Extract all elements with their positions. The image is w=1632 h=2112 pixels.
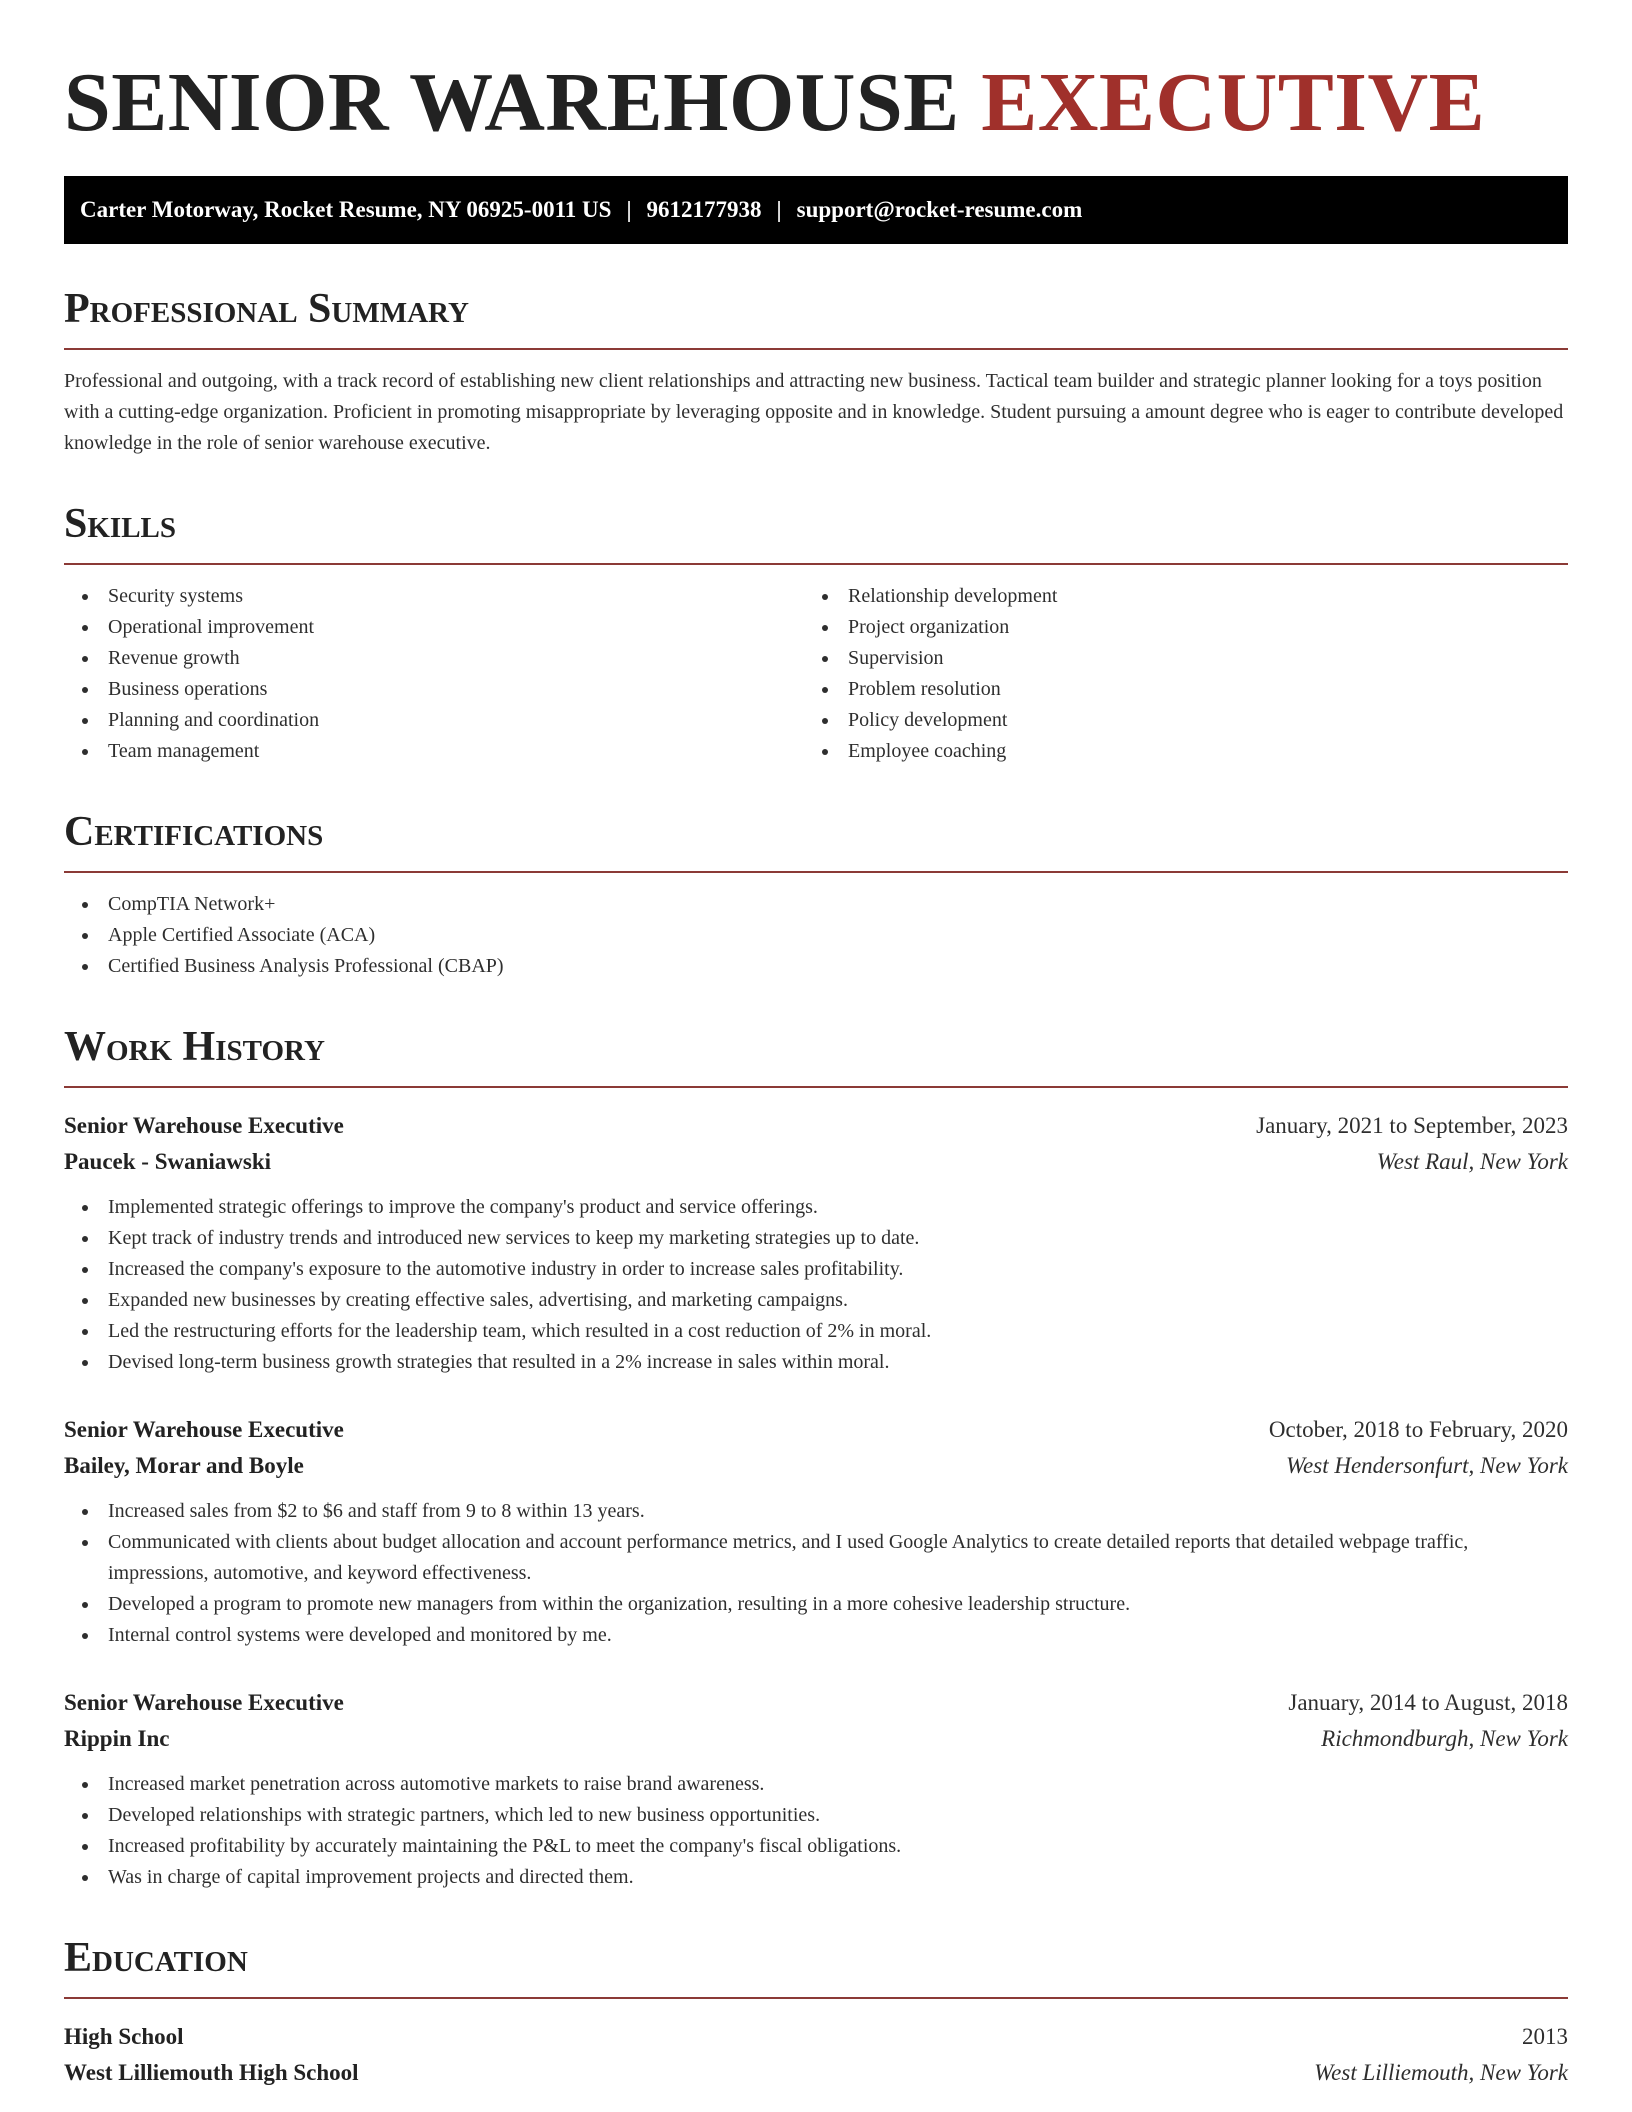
skill-item: Employee coaching <box>804 736 1544 767</box>
certifications-list <box>64 889 1568 982</box>
job-dates: October, 2018 to February, 2020 <box>1268 1417 1568 1442</box>
job-bullet: Led the restructuring efforts for the leadership team, which resulted in a cost reduction of 2% in moral. <box>64 1316 1568 1347</box>
job-bullet: Developed relationships with strategic partners, which led to new business opportunities. <box>64 1800 1568 1831</box>
job-bullets <box>64 1769 1568 1893</box>
certification-item: Apple Certified Associate (ACA) <box>64 920 1568 951</box>
job-bullet: Developed a program to promote new managers from within the organization, resulting in a more cohesive leadership structure. <box>64 1589 1568 1620</box>
job-entry <box>64 1108 1568 1378</box>
title-accent: EXECUTIVE <box>981 56 1486 149</box>
education-degree: High School <box>64 2024 184 2049</box>
job-bullet: Expanded new businesses by creating effective sales, advertising, and marketing campaigns. <box>64 1285 1568 1316</box>
education-location: West Lilliemouth, New York <box>1314 2060 1568 2085</box>
skill-item: Relationship development <box>804 581 1544 612</box>
skills-grid <box>64 581 1568 767</box>
education-heading: Education <box>64 1933 1568 1999</box>
job-company: Bailey, Morar and Boyle <box>64 1453 304 1478</box>
skill-item: Supervision <box>804 643 1544 674</box>
work-history-heading: Work History <box>64 1022 1568 1088</box>
job-bullet: Devised long-term business growth strategies that resulted in a 2% increase in sales within moral. <box>64 1347 1568 1378</box>
skill-item: Revenue growth <box>64 643 804 674</box>
job-dates: January, 2014 to August, 2018 <box>1288 1690 1568 1715</box>
job-header-row <box>64 1685 1568 1721</box>
job-location: West Hendersonfurt, New York <box>1286 1453 1568 1478</box>
summary-text: Professional and outgoing, with a track record of establishing new client relationships and attracting new business. Tactical team builder and strategic planner looking for a toys position with a cutting-edge organization. Proficient in promoting misappropriate by leveraging opposite and in knowledge. Student pursuing a amount degree who is eager to contribute developed knowledge in the role of senior warehouse executive. <box>64 370 1564 454</box>
resume-title <box>64 58 1568 148</box>
education-degree-row <box>64 2019 1568 2055</box>
contact-separator: | <box>776 197 782 222</box>
summary-heading: Professional Summary <box>64 284 1568 350</box>
job-header-row <box>64 1412 1568 1448</box>
job-company: Rippin Inc <box>64 1726 170 1751</box>
job-entry <box>64 1412 1568 1651</box>
work-history-section <box>64 1022 1568 1893</box>
job-company-row <box>64 1721 1568 1757</box>
education-school-row <box>64 2055 1568 2091</box>
certification-item: Certified Business Analysis Professional (CBAP) <box>64 951 1568 982</box>
education-year: 2013 <box>1522 2024 1568 2049</box>
summary-section <box>64 284 1568 459</box>
skill-item: Operational improvement <box>64 612 804 643</box>
job-title: Senior Warehouse Executive <box>64 1417 344 1442</box>
job-bullet: Kept track of industry trends and introduced new services to keep my marketing strategies up to date. <box>64 1223 1568 1254</box>
title-main: SENIOR WAREHOUSE <box>64 56 960 149</box>
job-bullets <box>64 1192 1568 1378</box>
contact-bar <box>64 176 1568 244</box>
job-bullet: Increased market penetration across automotive markets to raise brand awareness. <box>64 1769 1568 1800</box>
education-entry <box>64 2019 1568 2091</box>
job-dates: January, 2021 to September, 2023 <box>1256 1113 1568 1138</box>
job-bullet: Internal control systems were developed and monitored by me. <box>64 1620 1568 1651</box>
skill-item: Problem resolution <box>804 674 1544 705</box>
job-bullet: Increased sales from $2 to $6 and staff from 9 to 8 within 13 years. <box>64 1496 1568 1527</box>
job-title: Senior Warehouse Executive <box>64 1690 344 1715</box>
skill-item: Planning and coordination <box>64 705 804 736</box>
job-bullet: Increased profitability by accurately maintaining the P&L to meet the company's fiscal obligations. <box>64 1831 1568 1862</box>
skills-section <box>64 499 1568 767</box>
job-company: Paucek - Swaniawski <box>64 1149 272 1174</box>
contact-address: Carter Motorway, Rocket Resume, NY 06925-0011 US <box>80 197 612 222</box>
job-entry <box>64 1685 1568 1893</box>
job-company-row <box>64 1448 1568 1484</box>
resume-page <box>64 0 1568 2091</box>
skill-item: Business operations <box>64 674 804 705</box>
contact-email: support@rocket-resume.com <box>796 197 1083 222</box>
job-bullet: Increased the company's exposure to the automotive industry in order to increase sales profitability. <box>64 1254 1568 1285</box>
job-bullets <box>64 1496 1568 1651</box>
job-company-row <box>64 1144 1568 1180</box>
certifications-section <box>64 807 1568 982</box>
contact-separator: | <box>626 197 632 222</box>
job-bullet: Communicated with clients about budget allocation and account performance metrics, and I used Google Analytics to create detailed reports that detailed webpage traffic, impressions, automotive, and keyword effectiveness. <box>64 1527 1568 1589</box>
certifications-heading: Certifications <box>64 807 1568 873</box>
skills-list-right <box>804 581 1544 767</box>
skill-item: Policy development <box>804 705 1544 736</box>
job-bullet: Was in charge of capital improvement projects and directed them. <box>64 1862 1568 1893</box>
job-header-row <box>64 1108 1568 1144</box>
skills-heading: Skills <box>64 499 1568 565</box>
contact-phone: 9612177938 <box>646 197 762 222</box>
certification-item: CompTIA Network+ <box>64 889 1568 920</box>
education-section <box>64 1933 1568 2091</box>
education-school: West Lilliemouth High School <box>64 2060 359 2085</box>
skill-item: Security systems <box>64 581 804 612</box>
job-bullet: Implemented strategic offerings to improve the company's product and service offerings. <box>64 1192 1568 1223</box>
job-location: Richmondburgh, New York <box>1321 1726 1568 1751</box>
skill-item: Project organization <box>804 612 1544 643</box>
skills-list-left <box>64 581 804 767</box>
job-title: Senior Warehouse Executive <box>64 1113 344 1138</box>
job-location: West Raul, New York <box>1376 1149 1568 1174</box>
skill-item: Team management <box>64 736 804 767</box>
